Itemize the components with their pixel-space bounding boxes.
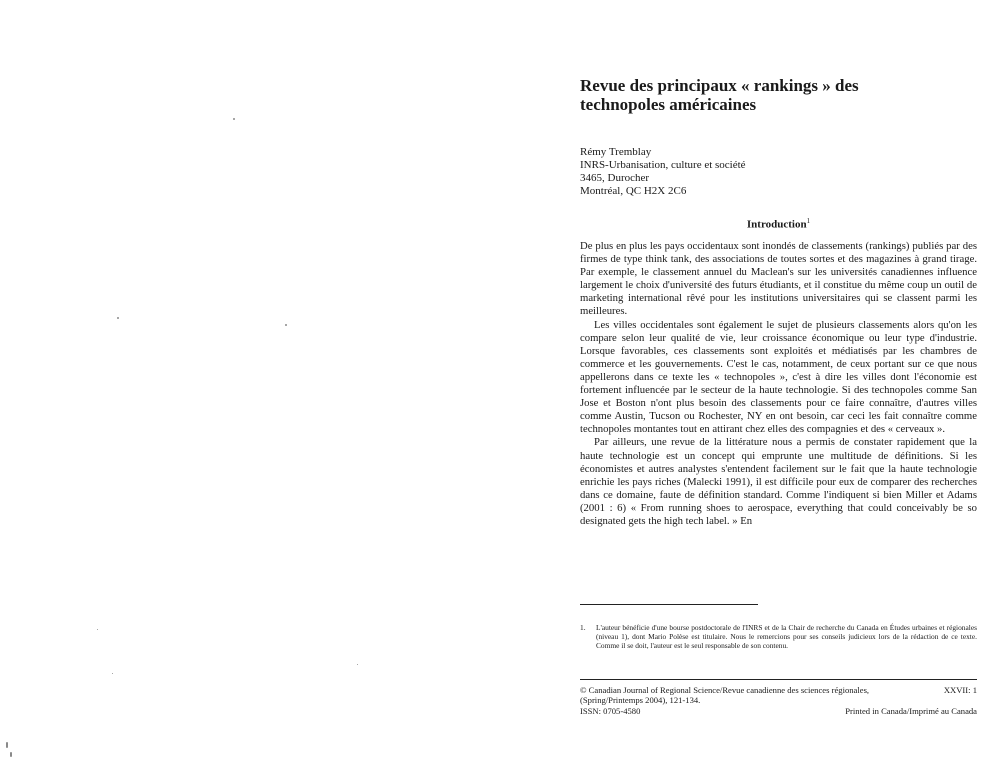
author-block bbox=[580, 146, 746, 198]
paragraph-2: Les villes occidentales sont également le sujet de plusieurs classements alors qu'on les compare selon leur qualité de vie, leur croissance économique ou leur type d'industrie. Lorsque favorables, ces classements sont exploités et médiatisés par les chambres de commerce et les gouvernements. C'est le cas, notamment, de ceux portant sur ce que nous appellerons dans ce texte les « technopoles », c'est à dire les villes dont l'économie est fortement influencée par le secteur de la haute technologie. Si des technopoles comme San Jose et Boston n'ont plus besoin des classements pour ce faire connaître, d'autres villes comme Austin, Tucson ou Rochester, NY en ont besoin, car ceci les fait connaître comme technopoles montantes tout en attirant chez elles des compagnies et des « cerveaux ». bbox=[580, 318, 977, 436]
footnote-text: L'auteur bénéficie d'une bourse postdoctorale de l'INRS et de la Chair de recherche du Canada en Études urbaines et régionales (niveau 1), dont Mario Polèse est titulaire. Nous le remercions pour ses conseils judicieux lors de la rédaction de ce texte. Comme il se doit, l'auteur est le seul responsable de son contenu. bbox=[596, 623, 977, 651]
footnote bbox=[580, 623, 977, 651]
title-line-2: technopoles américaines bbox=[580, 95, 757, 114]
scan-speck bbox=[97, 629, 98, 630]
journal-issue: (Spring/Printemps 2004), 121-134. bbox=[580, 695, 701, 706]
scan-speck bbox=[117, 317, 119, 319]
scan-speck bbox=[6, 742, 8, 748]
author-street: 3465, Durocher bbox=[580, 172, 650, 184]
journal-issn: ISSN: 0705-4580 bbox=[580, 705, 641, 716]
footnote-number: 1. bbox=[580, 623, 586, 632]
article-title bbox=[580, 76, 977, 114]
scan-speck bbox=[112, 673, 113, 674]
author-affiliation: INRS-Urbanisation, culture et société bbox=[580, 159, 746, 171]
title-line-1: Revue des principaux « rankings » des bbox=[580, 76, 859, 95]
scan-speck bbox=[10, 752, 12, 757]
journal-volume: XXVII: 1 bbox=[943, 685, 977, 695]
journal-issn-row bbox=[580, 706, 977, 716]
paragraph-3: Par ailleurs, une revue de la littérature nous a permis de constater rapidement que la haute technologie est un concept qui emprunte une multitude de définitions. Si les économistes et autres analystes s'entendent facilement sur le fait que la haute technologie enrichie les pays riches (Malecki 1991), il est difficile pour eux de comparer des recherches dans ce domaine, faute de définition standard. Comme l'indiquent si bien Miller et Adams (2001 : 6) « From running shoes to aerospace, everything that could conceivably be so designated gets the high tech label. » En bbox=[580, 436, 977, 527]
journal-citation: © Canadian Journal of Regional Science/Revue canadienne des sciences régionales, bbox=[580, 685, 870, 695]
footnote-marker: 1 bbox=[806, 217, 811, 225]
scan-speck bbox=[285, 324, 287, 326]
journal-citation-row bbox=[580, 685, 977, 695]
section-heading-text: Introduction bbox=[746, 218, 807, 231]
article-page bbox=[580, 76, 977, 716]
section-heading bbox=[580, 217, 977, 231]
scan-speck bbox=[233, 118, 235, 120]
author-name: Rémy Tremblay bbox=[580, 146, 652, 158]
scan-speck bbox=[357, 664, 358, 665]
journal-divider bbox=[580, 679, 977, 680]
journal-info bbox=[580, 685, 977, 716]
journal-printed: Printed in Canada/Imprimé au Canada bbox=[845, 705, 977, 716]
footnote-divider bbox=[580, 604, 758, 605]
paragraph-1: De plus en plus les pays occidentaux sont inondés de classements (rankings) publiés par des firmes de type think tank, des associations de toutes sortes et des magazines à grand tirage. Par exemple, le classement annuel du Maclean's sur les universités canadiennes influence largement le choix d'université des futurs étudiants, et il constitue du même coup un outil de marketing international rêvé pour les institutions universitaires qui se classent parmi les meilleures. bbox=[580, 240, 977, 318]
author-city: Montréal, QC H2X 2C6 bbox=[580, 185, 687, 197]
article-body bbox=[580, 240, 977, 528]
